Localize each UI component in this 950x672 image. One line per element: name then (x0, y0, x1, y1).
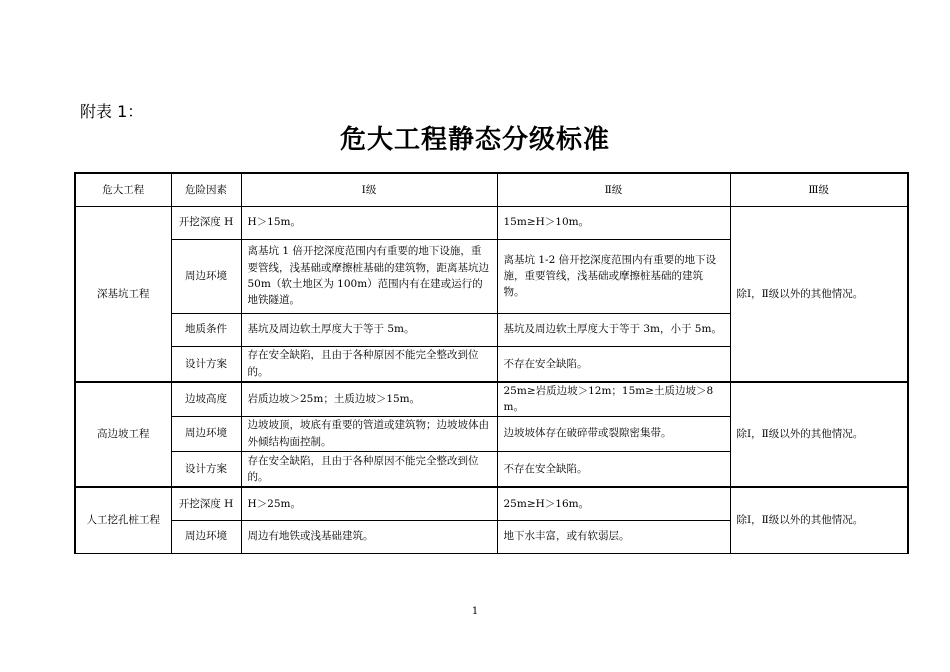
factor-cell: 开挖深度 H (171, 487, 241, 520)
header-level-3: Ⅲ级 (730, 173, 908, 206)
factor-cell: 设计方案 (171, 451, 241, 487)
header-level-2: Ⅱ级 (497, 173, 730, 206)
level-2-cell: 边坡坡体存在破碎带或裂隙密集带。 (497, 416, 730, 451)
factor-cell: 开挖深度 H (171, 206, 241, 239)
level-1-cell: 存在安全缺陷，且由于各种原因不能完全整改到位的。 (241, 346, 497, 382)
level-2-cell: 不存在安全缺陷。 (497, 451, 730, 487)
classification-table (74, 172, 909, 554)
level-2-cell: 25m≥岩质边坡＞12m；15m≥土质边坡＞8m。 (497, 382, 730, 416)
factor-cell: 周边环境 (171, 239, 241, 313)
level-1-cell: 边坡坡顶，坡底有重要的管道或建筑物；边坡坡体由外倾结构面控制。 (241, 416, 497, 451)
level-3-cell: 除Ⅰ，Ⅱ级以外的其他情况。 (730, 382, 908, 487)
level-1-cell: 存在安全缺陷，且由于各种原因不能完全整改到位的。 (241, 451, 497, 487)
factor-cell: 周边环境 (171, 520, 241, 553)
page-number: 1 (471, 606, 479, 617)
project-name: 人工挖孔桩工程 (75, 487, 171, 553)
level-2-cell: 不存在安全缺陷。 (497, 346, 730, 382)
level-2-cell: 基坑及周边软土厚度大于等于 3m，小于 5m。 (497, 313, 730, 346)
factor-cell: 边坡高度 (171, 382, 241, 416)
level-1-cell: 岩质边坡＞25m；土质边坡＞15m。 (241, 382, 497, 416)
level-2-cell: 25m≥H＞16m。 (497, 487, 730, 520)
level-1-cell: 基坑及周边软土厚度大于等于 5m。 (241, 313, 497, 346)
project-name: 深基坑工程 (75, 206, 171, 382)
table-row (75, 487, 908, 520)
table-row (75, 382, 908, 416)
factor-cell: 周边环境 (171, 416, 241, 451)
table-caption: 附表 1： (80, 102, 144, 121)
level-1-cell: H＞25m。 (241, 487, 497, 520)
level-3-cell: 除Ⅰ，Ⅱ级以外的其他情况。 (730, 206, 908, 382)
level-2-cell: 地下水丰富，或有软弱层。 (497, 520, 730, 553)
factor-cell: 地质条件 (171, 313, 241, 346)
project-name: 高边坡工程 (75, 382, 171, 487)
level-2-cell: 15m≥H＞10m。 (497, 206, 730, 239)
header-factor: 危险因素 (171, 173, 241, 206)
level-1-cell: H＞15m。 (241, 206, 497, 239)
factor-cell: 设计方案 (171, 346, 241, 382)
level-1-cell: 离基坑 1 倍开挖深度范围内有重要的地下设施，重要管线，浅基础或摩擦桩基础的建筑物，距离基坑边 50m（软土地区为 100m）范围内有在建或运行的地铁隧道。 (241, 239, 497, 313)
document-title: 危大工程静态分级标准 (339, 125, 610, 155)
header-level-1: Ⅰ级 (241, 173, 497, 206)
header-project: 危大工程 (75, 173, 171, 206)
table-row (75, 206, 908, 239)
table-header-row (75, 173, 908, 206)
level-1-cell: 周边有地铁或浅基础建筑。 (241, 520, 497, 553)
level-3-cell: 除Ⅰ，Ⅱ级以外的其他情况。 (730, 487, 908, 553)
level-2-cell: 离基坑 1-2 倍开挖深度范围内有重要的地下设施，重要管线，浅基础或摩擦桩基础的建筑物。 (497, 239, 730, 313)
